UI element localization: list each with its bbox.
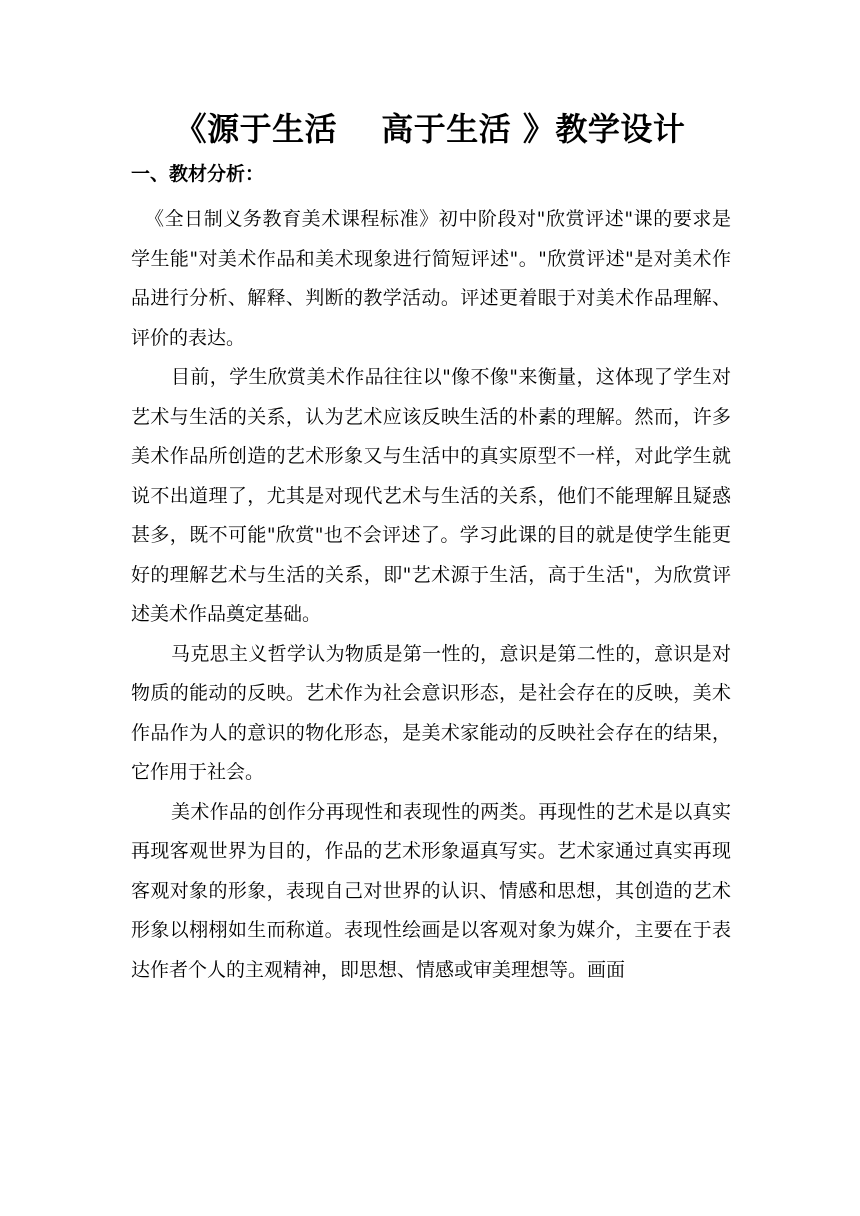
paragraph-marxist-philosophy: 马克思主义哲学认为物质是第一性的，意识是第二性的，意识是对物质的能动的反映。艺术作为社会意识形态，是社会存在的反映，美术作品作为人的意识的物化形态，是美术家能动的反映社会存在的结果，它作用于社会。: [131, 642, 731, 783]
paragraph-artwork-types: 美术作品的创作分再现性和表现性的两类。再现性的艺术是以真实再现客观世界为目的，作品的艺术形象逼真写实。艺术家通过真实再现客观对象的形象，表现自己对世界的认识、情感和思想，其创造的艺术形象以栩栩如生而称道。表现性绘画是以客观对象为媒介，主要在于表达作者个人的主观精神，即思想、情感或审美理想等。画面: [131, 800, 731, 981]
page-title: 《源于生活 高于生活 》教学设计: [174, 110, 686, 148]
section-heading: 一、教材分析：: [131, 163, 265, 185]
paragraph-curriculum-standard: 《全日制义务教育美术课程标准》初中阶段对"欣赏评述"课的要求是学生能"对美术作品和美术现象进行简短评述"。"欣赏评述"是对美术作品进行分析、解释、判断的教学活动。评述更着眼于对美术作品理解、评价的表达。: [131, 208, 731, 349]
body-text: [131, 200, 731, 990]
paragraph-student-understanding: 目前，学生欣赏美术作品往往以"像不像"来衡量，这体现了学生对艺术与生活的关系，认为艺术应该反映生活的朴素的理解。然而，许多美术作品所创造的艺术形象又与生活中的真实原型不一样，对此学生就说不出道理了，尤其是对现代艺术与生活的关系，他们不能理解且疑惑甚多，既不可能"欣赏"也不会评述了。学习此课的目的就是使学生能更好的理解艺术与生活的关系，即"艺术源于生活，高于生活"，为欣赏评述美术作品奠定基础。: [131, 366, 731, 625]
